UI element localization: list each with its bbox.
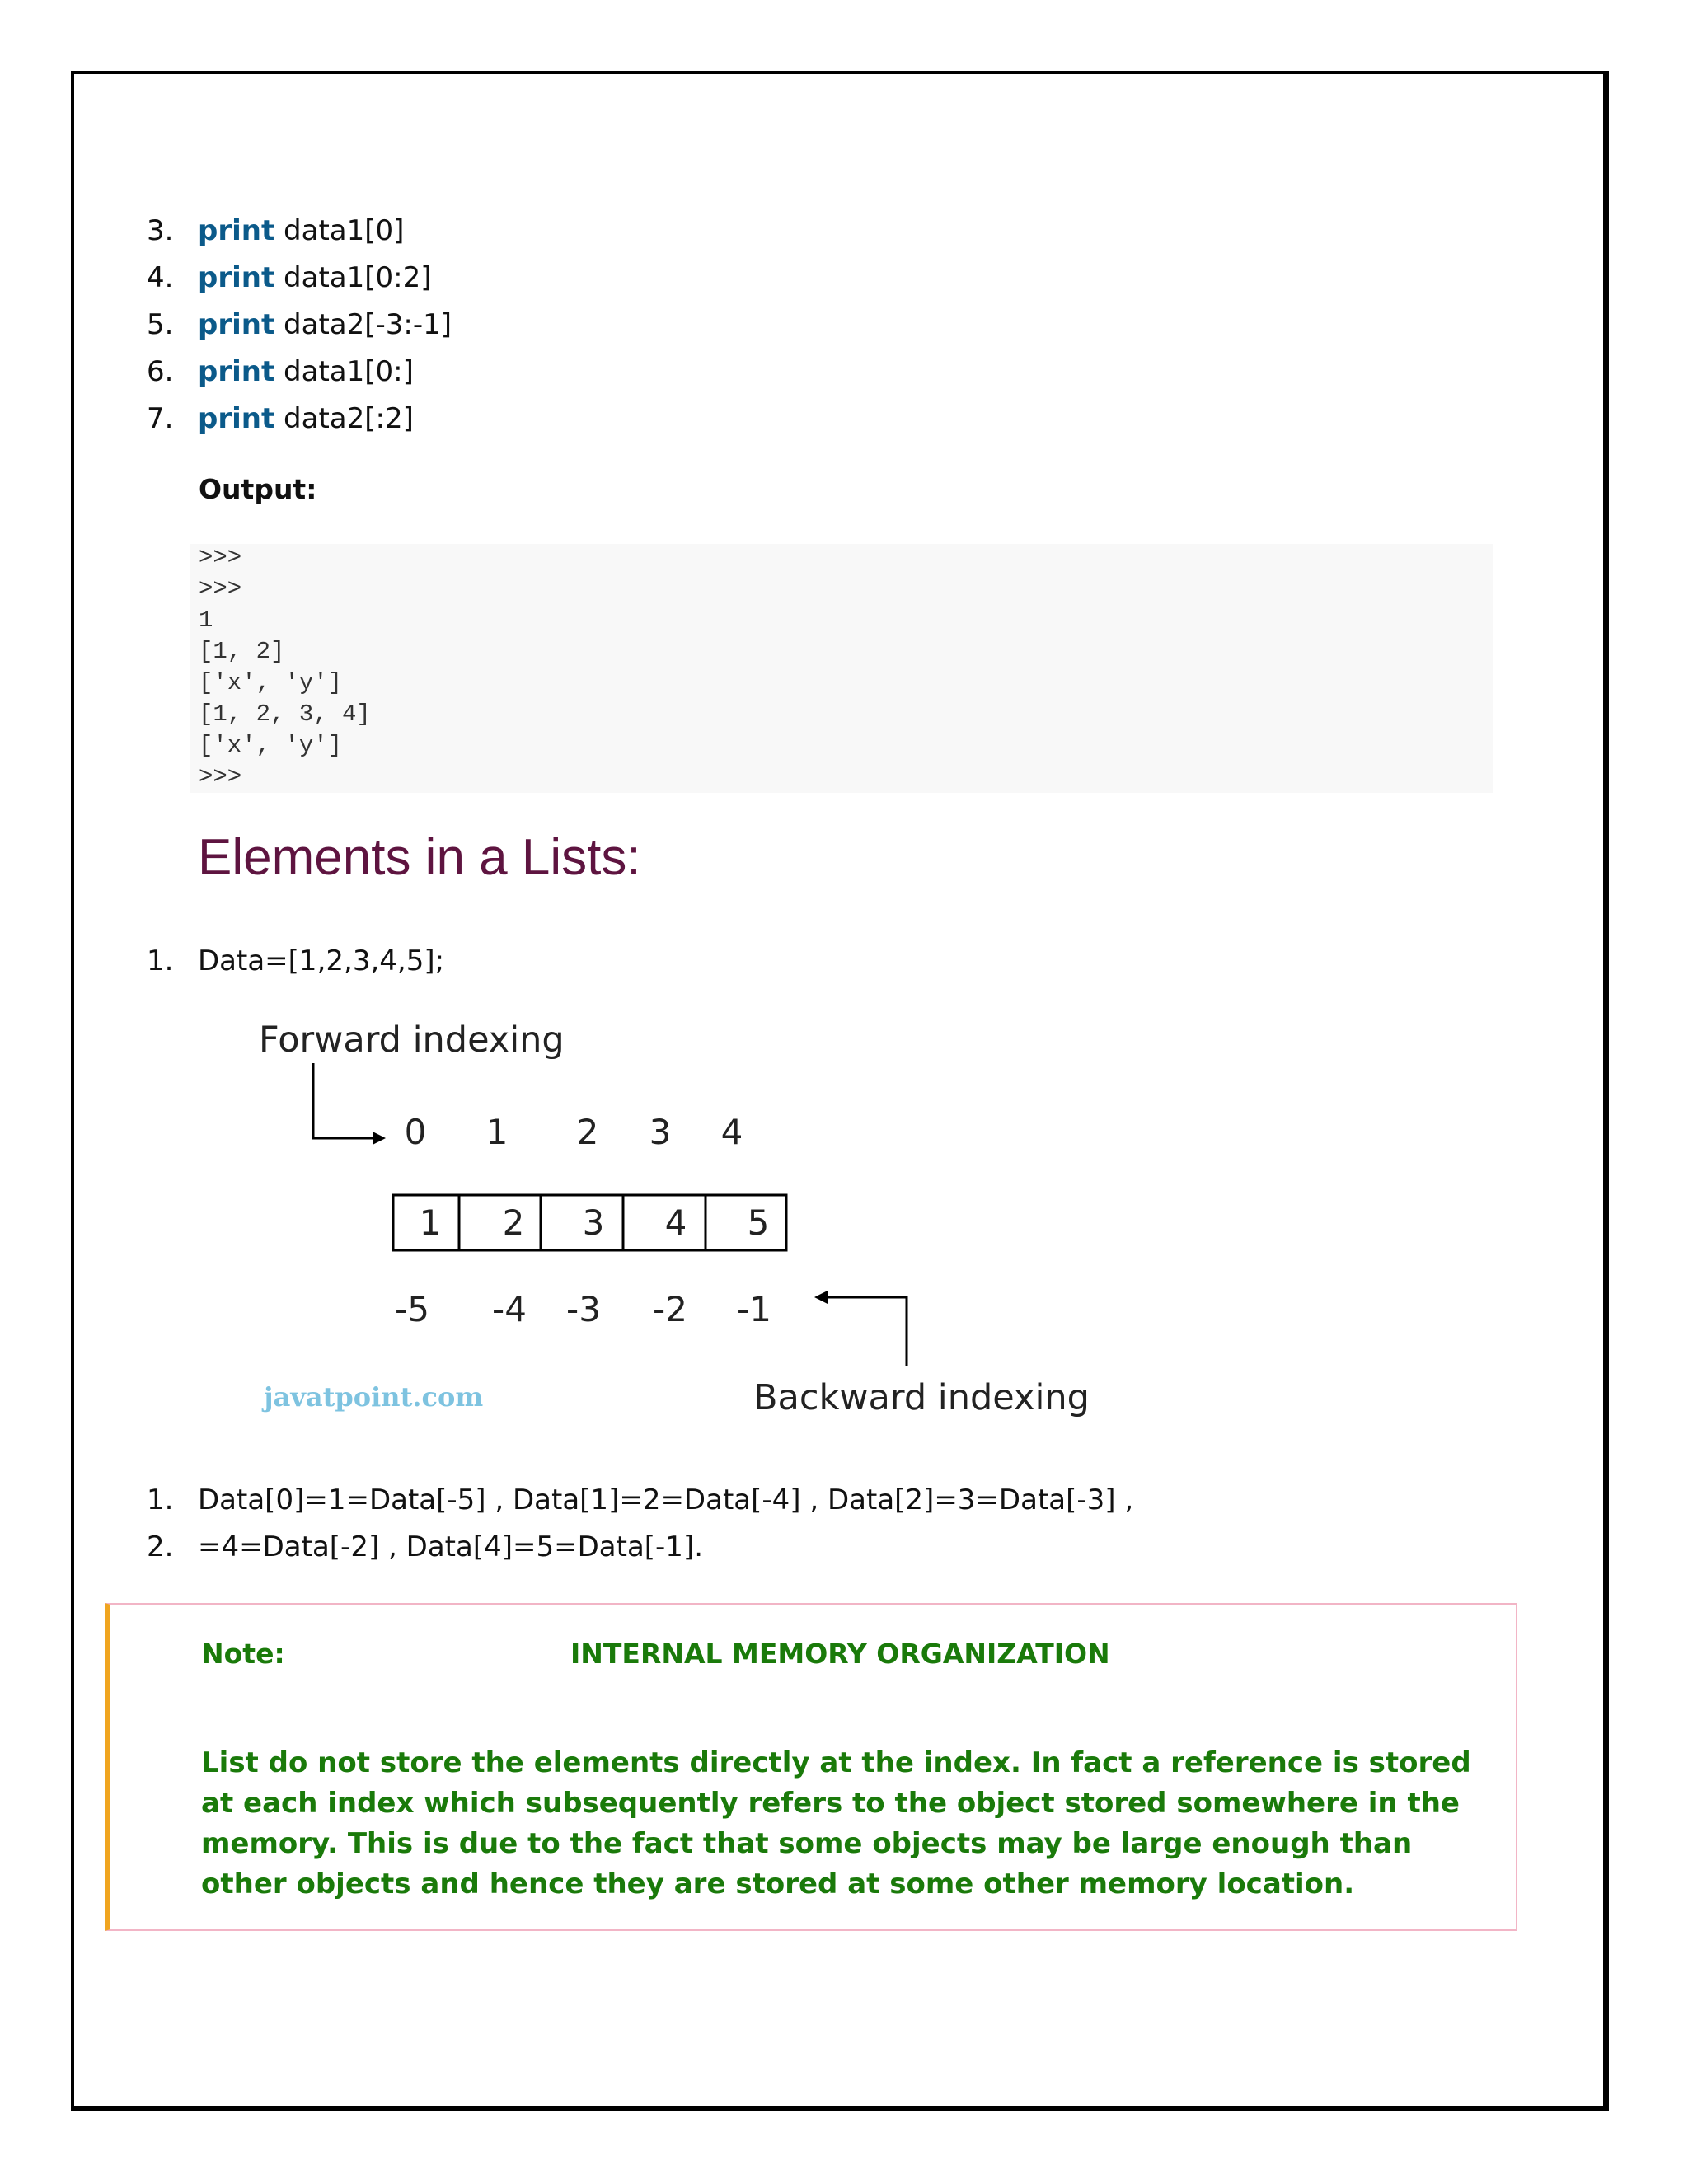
equality-line: 2. =4=Data[-2] , Data[4]=5=Data[-1].: [147, 1530, 704, 1563]
note-label: Note:: [201, 1638, 285, 1670]
print-keyword: print: [198, 402, 275, 435]
output-line: ['x', 'y']: [199, 732, 343, 759]
equality-line: 1. Data[0]=1=Data[-5] , Data[1]=2=Data[-4] , Data[2]=3=Data[-3] ,: [147, 1483, 1134, 1516]
code-line: 5. print data2[-3:-1]: [147, 308, 452, 341]
list-cell-value: 2: [502, 1202, 525, 1243]
code-line: 6. print data1[0:]: [147, 355, 414, 388]
forward-arrow-line: [313, 1063, 375, 1138]
backward-index: -1: [737, 1289, 771, 1329]
backward-index: -5: [395, 1289, 429, 1329]
print-keyword: print: [198, 355, 275, 388]
data-definition-line: 1. Data=[1,2,3,4,5];: [147, 944, 445, 977]
forward-index: 4: [720, 1112, 743, 1152]
note-box: [105, 1603, 1517, 1931]
forward-index: 1: [485, 1112, 509, 1152]
code-line: 7. print data2[:2]: [147, 402, 414, 435]
backward-index: -2: [653, 1289, 687, 1329]
forward-index: 0: [404, 1112, 427, 1152]
javatpoint-watermark: javatpoint.com: [264, 1381, 484, 1413]
backward-index: -3: [566, 1289, 601, 1329]
print-keyword: print: [198, 308, 275, 341]
forward-indexing-label: Forward indexing: [259, 1019, 565, 1061]
backward-index: -4: [492, 1289, 527, 1329]
forward-index: 2: [576, 1112, 599, 1152]
section-heading: Elements in a Lists:: [198, 829, 641, 886]
list-cell-value: 3: [582, 1202, 605, 1243]
list-cell-value: 4: [664, 1202, 687, 1243]
list-cell-value: 1: [419, 1202, 442, 1243]
output-line: 1: [199, 607, 213, 634]
print-keyword: print: [198, 261, 275, 294]
backward-indexing-label: Backward indexing: [753, 1377, 1090, 1418]
list-cells: [393, 1195, 786, 1250]
output-line: >>>: [199, 575, 242, 602]
output-line: ['x', 'y']: [199, 669, 343, 696]
forward-index: 3: [649, 1112, 672, 1152]
code-line: 3. print data1[0]: [147, 214, 405, 247]
print-keyword: print: [198, 214, 275, 247]
code-line: 4. print data1[0:2]: [147, 261, 432, 294]
list-cell-value: 5: [747, 1202, 770, 1243]
backward-arrow-head: [814, 1291, 828, 1304]
output-label: Output:: [199, 473, 317, 505]
output-line: [1, 2, 3, 4]: [199, 701, 371, 728]
note-title: INTERNAL MEMORY ORGANIZATION: [570, 1638, 1110, 1670]
backward-arrow-line: [827, 1297, 907, 1366]
forward-arrow-head: [373, 1132, 386, 1145]
note-body: List do not store the elements directly at the index. In fact a reference is stored at each index which subsequently refers to the object stored somewhere in the memory. This is due to the fact that some objects may be large enough than other objects and hence they are stored at some other memory location.: [201, 1746, 1471, 1900]
output-line: >>>: [199, 763, 242, 790]
output-line: >>>: [199, 544, 242, 571]
output-line: [1, 2]: [199, 638, 285, 665]
